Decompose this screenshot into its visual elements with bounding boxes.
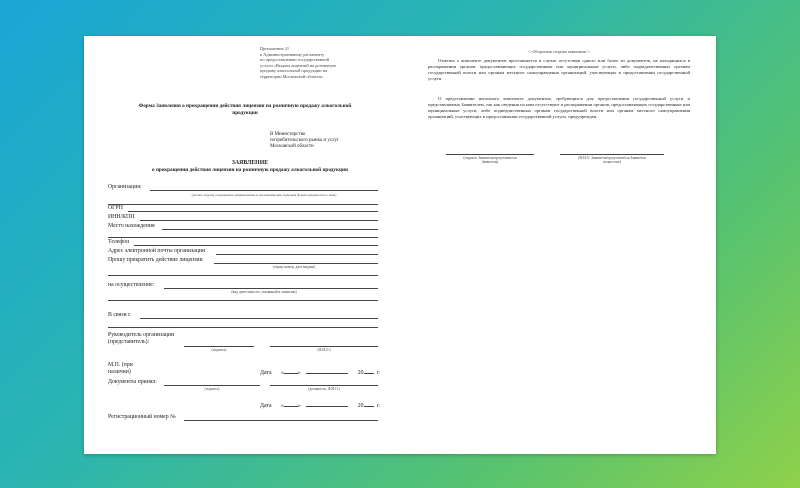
email-line [216,254,378,255]
date-row [260,370,380,377]
annex-line: по предоставлению государственной [260,57,330,63]
date-label: Дата [260,403,272,409]
activity-line-2 [108,300,378,301]
addressee-line: потребительского рынка и услуг [270,138,340,144]
applicant-signature-hint-line: (подпись Заявителя/представителя [463,156,517,160]
addressee-block [270,132,390,151]
organization-label: Организация: [108,184,142,190]
organization-hint: (полное и (или) сокращенное наименование и организационно-правовая форма юридического лица) [191,193,337,197]
notice-paragraph-2: О представлении неполного комплекта документов, требующихся для предоставления государственной услуги и представляемых Заявителем, так как сведения по ним отсутствуют в распоряжении органов, предоставляющих государственные или муниципальные услуги, либо подведомственных органам государственной власти или органам местного самоуправления организаций, участвующих в предоставлении государственной услуги, предупрежден. [428,96,690,119]
request-line [214,263,378,264]
date-quote-open: « [281,370,284,376]
organization-line [150,190,378,191]
annex-line: продажу алкогольной продукции на [260,68,328,74]
reason-label: В связи с [108,312,131,318]
annex-line: Приложение 21 [260,46,290,51]
phone-label: Телефон [108,239,130,245]
annex-block [260,46,390,80]
docs-position-hint: (должность, Ф.И.О.) [308,387,340,391]
date-label: Дата [260,370,272,376]
form-title-line: Форма Заявления о прекращении действия лицензии на розничную продажу алкогольной [138,103,352,109]
statement-heading [100,160,400,173]
date-row-2 [260,403,380,410]
document-sheet [84,36,716,454]
location-line-2 [108,237,378,238]
statement-title: ЗАЯВЛЕНИЕ [231,160,269,166]
date-quote-open: « [281,403,284,409]
addressee-line: В Министерство [270,132,306,137]
head-name-hint: (Ф.И.О.) [317,348,331,352]
year-suffix: г. [376,370,381,376]
reverse-side-title: <<Оборотная сторона заявления>> [527,49,591,54]
head-signature-hint: (подпись) [211,348,227,352]
date-quote-close: » [297,403,301,409]
docs-signature-hint: (подпись) [204,387,220,391]
request-hint: (серия, номер, дата выдачи) [272,265,316,269]
applicant-name-line [560,154,664,155]
applicant-signature-hint-line: Заявителя) [481,160,499,165]
notice-paragraph-1: Отметка о комплекте документов проставляется в случае отсутствия одного или более из документов, не находящихся в распоряжении органов, предоставляющих государственные или муниципальные услуги, либо подведомственных органам государственной власти или органам местного самоуправления организаций, участвующих в предоставлении государственной услуги. [428,58,690,81]
docs-accepted-label: Документы принял: [108,379,158,385]
date-quote-close: » [297,370,301,376]
head-label [108,332,174,346]
head-label-line: Руководитель организации [108,332,175,338]
applicant-name-hint-line: полностью) [603,160,621,165]
applicant-signature-line [446,154,534,155]
form-title [100,103,390,116]
year-prefix: 20 [357,370,364,376]
reg-number-line [184,420,378,421]
organization-line-2 [108,204,378,205]
request-label: Прошу прекратить действие лицензии [108,257,203,263]
annex-line: услуги «Выдача лицензий на розничную [260,62,337,68]
email-label: Адрес электронной почты организации [108,248,206,254]
docs-signature-line [164,385,260,386]
year-suffix: г. [376,403,381,409]
request-line-2 [108,275,378,276]
addressee-line: Московской области [270,144,314,150]
activity-hint: (вид деятельности, указанный в лицензии) [231,290,297,294]
year-prefix: 20 [357,403,364,409]
form-title-line: продукции [232,109,258,116]
inn-label: ИНН/КПП [108,214,135,220]
applicant-name-hint-line: (Ф.И.О. Заявителя/представителя Заявителя [578,156,646,160]
docs-position-line [270,385,378,386]
applicant-signature-hint [436,156,544,165]
activity-line [164,288,378,289]
seal-label-line: М.П. (при [108,362,133,368]
seal-label-line: наличии) [108,369,131,375]
location-label: Место нахождения [108,223,155,229]
phone-line [134,245,378,246]
ogrn-line [128,211,378,212]
location-line [162,229,378,230]
ogrn-label: ОГРН [108,205,123,211]
inn-line [140,220,378,221]
head-label-line: (представитель): [108,339,150,345]
seal-label [108,362,133,376]
reason-line-2 [108,327,378,328]
applicant-name-hint [552,156,672,165]
activity-label: на осуществление: [108,282,155,288]
head-name-line [270,346,378,347]
reason-line [140,318,378,319]
annex-line: территории Московской области» [260,73,324,79]
head-signature-line [184,346,254,347]
annex-line: к Административному регламенту [260,51,325,57]
statement-subtitle: о прекращении действия лицензии на розничную продажу алкогольной продукции [152,167,348,173]
reg-number-label: Регистрационный номер № [108,414,176,420]
